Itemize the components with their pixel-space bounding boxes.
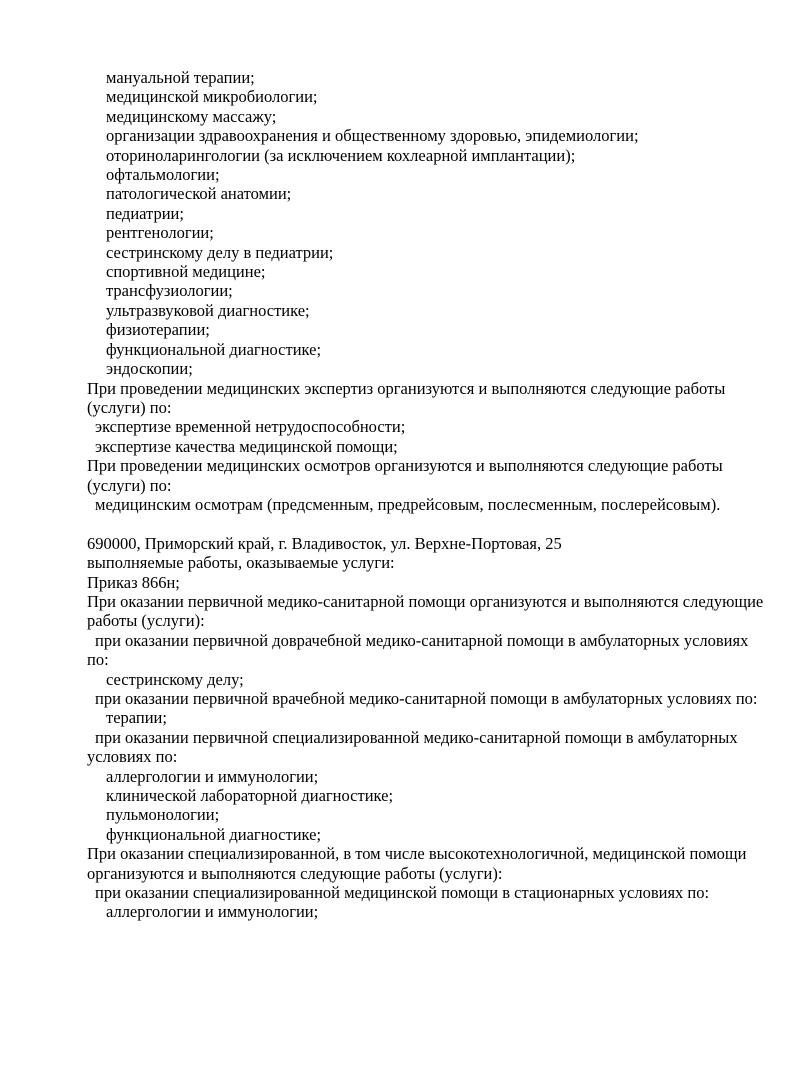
document-line: мануальной терапии; [106, 68, 255, 87]
document-line: экспертизе качества медицинской помощи; [95, 436, 398, 456]
document-line: (услуги) по: [87, 397, 172, 417]
document-line: (услуги) по: [87, 475, 172, 495]
document-line: при оказании первичной доврачебной медико-санитарной помощи в амбулаторных условиях [95, 630, 749, 650]
document-line: При оказании первичной медико-санитарной помощи организуются и выполняются следующие [87, 591, 764, 611]
document-line: организации здравоохранения и общественному здоровью, эпидемиологии; [106, 126, 639, 146]
document-line: при оказании специализированной медицинской помощи в стационарных условиях по: [95, 883, 710, 903]
document-line: сестринскому делу; [106, 669, 244, 689]
document-line: медицинским осмотрам (предсменным, предрейсовым, послесменным, послерейсовым). [95, 494, 721, 514]
document-line: сестринскому делу в педиатрии; [106, 242, 334, 262]
document-line: трансфузиологии; [106, 281, 233, 301]
document-line: 690000, Приморский край, г. Владивосток, ул. Верхне-Портовая, 25 [87, 533, 562, 553]
document-line: педиатрии; [106, 203, 184, 223]
document-line: медицинской микробиологии; [106, 87, 318, 107]
blank-line [87, 514, 780, 533]
document-line: спортивной медицине; [106, 262, 266, 282]
document-line: медицинскому массажу; [106, 106, 277, 126]
document-line: условиях по: [87, 747, 178, 767]
document-line: организуются и выполняются следующие работы (услуги): [87, 863, 503, 883]
document-line: офтальмологии; [106, 165, 220, 185]
document-line: выполняемые работы, оказываемые услуги: [87, 553, 395, 573]
document-line: При проведении медицинских экспертиз организуются и выполняются следующие работы [87, 378, 726, 398]
document-line: патологической анатомии; [106, 184, 292, 204]
document-line: функциональной диагностике; [106, 339, 322, 359]
document-line: аллергологии и иммунологии; [106, 766, 319, 786]
document-line: физиотерапии; [106, 320, 210, 340]
document-line: При проведении медицинских осмотров организуются и выполняются следующие работы [87, 456, 723, 476]
document-line: аллергологии и иммунологии; [106, 902, 319, 922]
document-line: эндоскопии; [106, 359, 193, 379]
document-line: Приказ 866н; [87, 572, 180, 592]
document-line: терапии; [106, 708, 167, 728]
document-line: клинической лабораторной диагностике; [106, 786, 394, 806]
document-line: При оказании специализированной, в том числе высокотехнологичной, медицинской помощи [87, 844, 747, 864]
document-line: по: [87, 650, 109, 670]
document-line: работы (услуги): [87, 611, 205, 631]
document-line: при оказании первичной специализированной медико-санитарной помощи в амбулаторных [95, 727, 738, 747]
document-line: экспертизе временной нетрудоспособности; [95, 417, 406, 437]
document-line: ультразвуковой диагностике; [106, 300, 310, 320]
document-line: функциональной диагностике; [106, 824, 322, 844]
document-line: рентгенологии; [106, 223, 214, 243]
document-line: при оказании первичной врачебной медико-санитарной помощи в амбулаторных условиях по: [95, 688, 758, 708]
document-line: оториноларингологии (за исключением кохлеарной имплантации); [106, 145, 576, 165]
document-line: пульмонологии; [106, 805, 220, 825]
